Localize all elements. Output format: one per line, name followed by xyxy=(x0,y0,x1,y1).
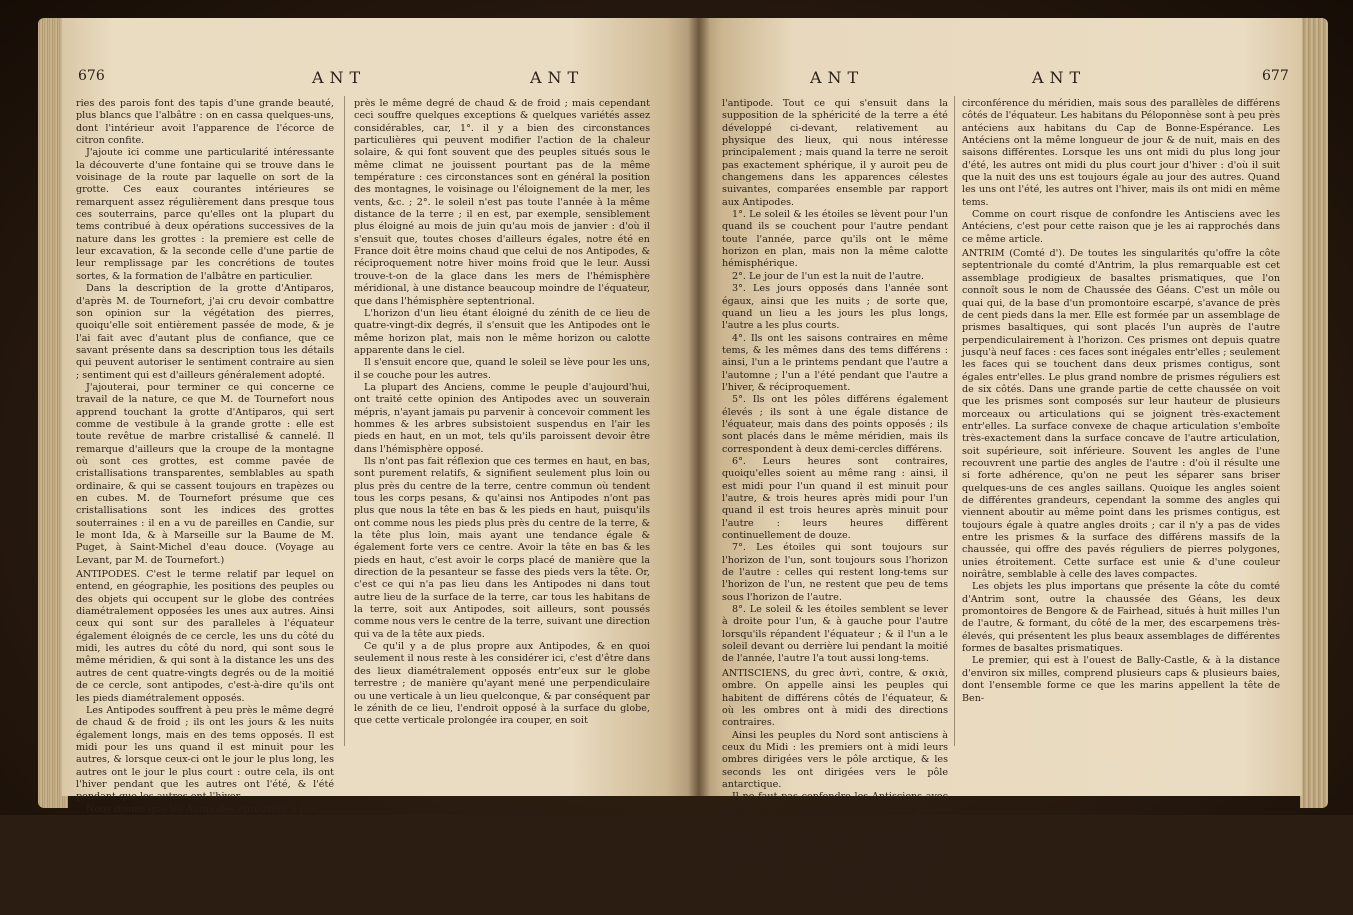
paragraph: près le même degré de chaud & de froid ; mais cependant ceci souffre quelques exceptions & quelques variétés assez considérables, car, 1°. il y a bien des circonstances particulières qui peuvent modifier l'action de la chaleur solaire, & qui font souvent que des peuples situés sous le même climat ne jouissent pourtant pas de la même température : ces circonstances sont en général la position des montagnes, le voisinage ou l'éloignement de la mer, les vents, &c. ; 2°. le soleil n'est pas toute l'année à la même distance de la terre ; il en est, par exemple, sensiblement plus éloigné au mois de juin qu'au mois de janvier : d'où il s'ensuit que, toutes choses d'ailleurs égales, notre été en France doit être moins chaud que celui de nos Antipodes, & réciproquement notre hiver moins froid que le leur. Aussi trouve-t-on de la glace dans les mers de l'hémisphère méridional, à une distance beaucoup moindre de l'équateur, que dans l'hémisphère septentrional. xyxy=(354,98,650,307)
paragraph: Nous disons que les Antipodes éprouvent à peu xyxy=(86,803,318,815)
entry-headword: ANTRIM xyxy=(962,248,1005,260)
entry-headword: ANTIPODES. xyxy=(76,569,140,581)
left-column-1 xyxy=(76,98,334,816)
paragraph: L'horizon d'un lieu étant éloigné du zénith de ce lieu de quatre-vingt-dix degrés, il s'ensuit que les Antipodes ont le même horizon plat, mais non le même horizon ou calotte apparente dans le ciel. xyxy=(354,307,650,356)
paragraph: J'ajoute ici comme une particularité intéressante la découverte d'une fontaine qui se trouve dans le voisinage de la route par laquelle on sort de la grotte. Ces eaux courantes intérieures se remarquent assez régulièrement dans presque tous ces souterrains, parce qu'elles ont la plupart du tems contribué à deux opérations successives de la nature dans les grottes : la premiere est celle de leur excavation, & la seconde celle d'une partie de leur remplissage par les concrétions de toutes sortes, & la formation de l'albâtre en particulier. xyxy=(76,147,334,282)
paragraph: Ils n'ont pas fait réflexion que ces termes en haut, en bas, sont purement relatifs, & signifient seulement plus loin ou plus près du centre de la terre, centre commun où tendent tous les corps pesans, & qu'ainsi nos Antipodes n'ont pas plus que nous la tête en bas & les pieds en haut, puisqu'ils ont comme nous les pieds plus près du centre de la terre, & la tête plus loin, mais ayant une tendance égale & également forte vers ce centre. Avoir la tête en bas & les pieds en haut, c'est avoir le corps placé de manière que la direction de la pesanteur se fasse des pieds vers la tête. Or, c'est ce qui n'a pas lieu dans les Antipodes ni dans tout autre lieu de la surface de la terre, car tous les habitans de la terre, soit aux Antipodes, soit ailleurs, sont poussés comme nous vers le centre de la terre, suivant une direction qui va de la tête aux pieds. xyxy=(354,455,650,640)
paragraph: circonférence du méridien, mais sous des parallèles de différens côtés de l'équateur. Les habitans du Péloponnèse sont à peu près antéciens aux habitans du Cap de Bonne-Espérance. Les Antéciens ont la même longueur de jour & de nuit, mais en des saisons différentes. Lorsque les uns ont midi du plus long jour d'été, les autres ont midi du plus court jour d'hiver : d'où il suit que la nuit des uns est toujours égale au jour des autres. Quand les uns ont l'été, les autres ont l'hiver, mais ils ont midi en même tems. xyxy=(962,98,1280,208)
column-rule xyxy=(344,96,345,746)
entry-text: du grec ἀντὶ, contre, & σκιὰ, ombre. On appelle ainsi les peuples qui habitent de différens côtés de l'équateur, & où les ombres ont à midi des directions contraires. xyxy=(722,667,948,729)
right-column-2 xyxy=(962,98,1280,705)
left-column-2 xyxy=(354,98,650,728)
column-rule xyxy=(954,96,955,746)
dictionary-entry xyxy=(76,569,334,705)
paragraph: Comme on court risque de confondre les Antisciens avec les Antéciens, c'est pour cette raison que je les ai rapprochés dans ce même article. xyxy=(962,209,1280,245)
right-page xyxy=(698,18,1302,914)
paragraph: Il s'ensuit encore que, quand le soleil se lève pour les uns, il se couche pour les autres. xyxy=(354,357,650,381)
left-page-number: 676 xyxy=(78,68,105,84)
paragraph: Dans la description de la grotte d'Antiparos, d'après M. de Tournefort, j'ai cru devoir combattre son opinion sur la végétation des pierres, quoiqu'elle soit entièrement passée de mode, & je l'ai fait avec d'autant plus de confiance, que ce savant présente dans sa description tous les détails qui peuvent autoriser le sentiment contraire au sien ; sentiment qui est d'ailleurs généralement adopté. xyxy=(76,283,334,381)
paragraph: Les objets les plus importans que présente la côte du comté d'Antrim sont, outre la chaussée des Géans, les deux promontoires de Bengore & de Fairhead, situés à huit milles l'un de l'autre, & formant, du côté de la mer, des escarpemens très-élevés, qui présentent les plus beaux assemblages de différentes formes de basaltes prismatiques. xyxy=(962,581,1280,655)
paragraph: Ce qu'il y a de plus propre aux Antipodes, & en quoi seulement il nous reste à les considérer ici, c'est d'être dans des lieux diamétralement opposés entr'eux sur le globe terrestre ; de manière qu'ayant mené une perpendiculaire ou une verticale à un lieu quelconque, & par conséquent par le zénith de ce lieu, l'endroit opposé à la surface du globe, que cette verticale prolongée ira couper, en soit xyxy=(354,641,650,727)
paragraph: 3°. Les jours opposés dans l'année sont égaux, ainsi que les nuits ; de sorte que, quand un lieu a les jours les plus longs, l'autre a les plus courts. xyxy=(722,283,948,332)
entry-text: (Comté d'). De toutes les singularités qu'offre la côte septentrionale du comté d'Antrim, la plus remarquable est cet assemblage prodigieux de basaltes prismatiques, que l'on connoît sous le nom de Chaussée des Géans. C'est un môle ou quai qui, de la base d'un promontoire escarpé, s'avance de près de cent pieds dans la mer. Elle est formée par un assemblage de prismes basaltiques, qui sont placés l'un auprès de l'autre perpendiculairement à l'horizon. Ces prismes ont depuis quatre jusqu'à neuf faces : ces faces sont inégales entr'elles ; seulement les faces qui se touchent dans deux prismes contigus, sont égales entr'elles. Le plus grand nombre de prismes réguliers est de six côtés. Dans une grande partie de cette chaussée on voit que les prismes sont composés sur leur hauteur de plusieurs morceaux ou articulations qui se joignent très-exactement entr'elles. La surface convexe de chaque articulation s'emboîte très-exactement dans la surface concave de l'autre articulation, soit supérieure, soit inférieure. Souvent les angles de l'une recouvrent une partie des angles de l'autre : d'où il résulte une si forte adhérence, qu'on ne peut les séparer sans briser quelques-uns de ces angles saillans. Quoique les angles soient de différentes grandeurs, cependant la somme des angles qui viennent aboutir au même point dans les prismes contigus, est toujours égale à quatre angles droits ; car il n'y a pas de vides entre les prismes & la surface des différens massifs de la chaussée, qui offre des pavés réguliers de pierres polygones, unies étroitement. Cette surface est unie & d'une couleur noirâtre, semblable à celle des laves compactes. xyxy=(962,248,1280,581)
paragraph: 7°. Les étoiles qui sont toujours sur l'horizon de l'un, sont toujours sous l'horizon de l'autre : celles qui restent long-tems sur l'horizon de l'un, ne restent que peu de tems sous l'horizon de l'autre. xyxy=(722,542,948,603)
entry-headword: ANTISCIENS, xyxy=(722,667,790,679)
right-running-head-2: ANT xyxy=(1032,68,1087,87)
paragraph: 6°. Leurs heures sont contraires, quoiqu'elles soient au même rang : ainsi, il est midi pour l'un quand il est minuit pour l'autre, & trois heures après midi pour l'un quand il est trois heures après minuit pour l'autre : leurs heures diffèrent continuellement de douze. xyxy=(722,455,948,542)
right-column-1 xyxy=(722,98,948,915)
paragraph: Les Antipodes souffrent à peu près le même degré de chaud & de froid ; ils ont les jours & les nuits également longs, mais en des tems opposés. Il est midi pour les uns quand il est minuit pour les autres, & lorsque ceux-ci ont le jour le plus long, les autres ont le jour le plus court : outre cela, ils ont l'hiver pendant que les autres ont l'été, & l'été pendant que les autres ont l'hiver. xyxy=(76,704,334,803)
paragraph: J'ajouterai, pour terminer ce qui concerne ce travail de la nature, ce que M. de Tournefort nous apprend touchant la grotte d'Antiparos, qui sert comme de vestibule à la grande grotte : elle est toute revêtue de marbre cristallisé & cannelé. Il remarque d'ailleurs que la croupe de la montagne où sont ces grottes, est comme pavée de cristallisations transparentes, semblables au spath ordinaire, & qui se cassent toujours en trapèzes ou en cubes. M. de Tournefort présume que ces cristallisations sont les indices des grottes souterraines : il en a vu de pareilles en Candie, sur le mont Ida, & à Marseille sur la Baume de M. Puget, à Saint-Michel d'eau douce. (Voyage au Levant, par M. de Tournefort.) xyxy=(76,381,334,566)
paragraph: 2°. Le jour de l'un est la nuit de l'autre. xyxy=(732,270,924,282)
paragraph: Outre cela ils sont placés sous la même demi- xyxy=(722,890,948,914)
paragraph: Il ne faut pas confondre les Antisciens avec les Antéciens ; car les Antéciens sont placés sous le même méridien & à la même distance de l'équateur, les uns vers le nord, les autres vers le midi : de là il suit que les Antéciens ont la même latitude & la même longitude, mais les uns dans l'hémisphère septentrional, & les autres dans l'hémisphère méridional. xyxy=(722,791,948,889)
dictionary-entry xyxy=(722,668,948,730)
dictionary-entry xyxy=(962,248,1280,581)
paragraph: Ainsi les peuples du Nord sont antisciens à ceux du Midi : les premiers ont à midi leurs ombres dirigées vers le pôle arctique, & les seconds les ont dirigées vers le pôle antarctique. xyxy=(722,729,948,790)
paragraph: Le premier, qui est à l'ouest de Bally-Castle, & à la distance d'environ six milles, comprend plusieurs caps & plusieurs baies, dont l'ensemble forme ce que les marins appellent la tête de Ben- xyxy=(962,655,1280,704)
paragraph: La plupart des Anciens, comme le peuple d'aujourd'hui, ont traité cette opinion des Antipodes avec un souverain mépris, n'ayant jamais pu parvenir à concevoir comment les hommes & les arbres subsistoient suspendus en l'air les pieds en haut, en un mot, tels qu'ils paroissent devoir être dans l'hémisphère opposé. xyxy=(354,381,650,455)
left-running-head: ANT xyxy=(312,68,367,87)
entry-text: C'est le terme relatif par lequel on entend, en géographie, les positions des peuples ou des objets qui occupent sur le globe des contrées diamétralement opposées les unes aux autres. Ainsi ceux qui sont sur des paralleles à l'équateur également éloignés de ce cercle, les uns du côté du midi, les autres du côté du nord, qui sont sous le même méridien, & qui sont à la distance les uns des autres de cent quatre-vingts degrés ou de la moitié de ce cercle, sont antipodes, c'est-à-dire qu'ils ont les pieds diamétralement opposés. xyxy=(76,569,334,704)
paragraph: 1°. Le soleil & les étoiles se lèvent pour l'un quand ils se couchent pour l'autre pendant toute l'année, parce qu'ils ont le même horizon en plan, mais non la même calotte hémisphérique. xyxy=(722,209,948,270)
left-page xyxy=(62,18,698,815)
book-gutter xyxy=(688,18,710,796)
paragraph: 4°. Ils ont les saisons contraires en même tems, & les mêmes dans des tems différens : ainsi, l'un a le printems pendant que l'autre a l'automne ; l'un a l'été pendant que l'autre a l'hiver, & réciproquement. xyxy=(722,332,948,393)
right-running-head: ANT xyxy=(810,68,865,87)
right-page-edges xyxy=(1300,18,1328,808)
paragraph: ries des parois font des tapis d'une grande beauté, plus blancs que l'albâtre : on en cassa quelques-uns, dont l'intérieur avoit l'apparence de l'écorce de citron confite. xyxy=(76,98,334,147)
paragraph: 5°. Ils ont les pôles différens également élevés ; ils sont à une égale distance de l'équateur, mais dans des points opposés ; ils sont placés dans le même méridien, mais ils correspondent à deux demi-cercles différens. xyxy=(722,394,948,455)
left-running-head-2: ANT xyxy=(530,68,585,87)
paragraph: l'antipode. Tout ce qui s'ensuit dans la supposition de la sphéricité de la terre a été développé ci-devant, relativement au physique des lieux, qui nous intéresse principalement ; mais quand la terre ne seroit pas exactement sphérique, il y auroit peu de changemens dans les apparences célestes suivantes, comparées ensemble par rapport aux Antipodes. xyxy=(722,98,948,208)
right-page-number: 677 xyxy=(1262,68,1289,84)
paragraph: 8°. Le soleil & les étoiles semblent se lever à droite pour l'un, & à gauche pour l'autre lorsqu'ils répandent l'équateur ; & il l'un a le soleil devant ou derrière lui pendant la moitié de l'année, l'autre l'a tout aussi long-tems. xyxy=(722,604,948,665)
